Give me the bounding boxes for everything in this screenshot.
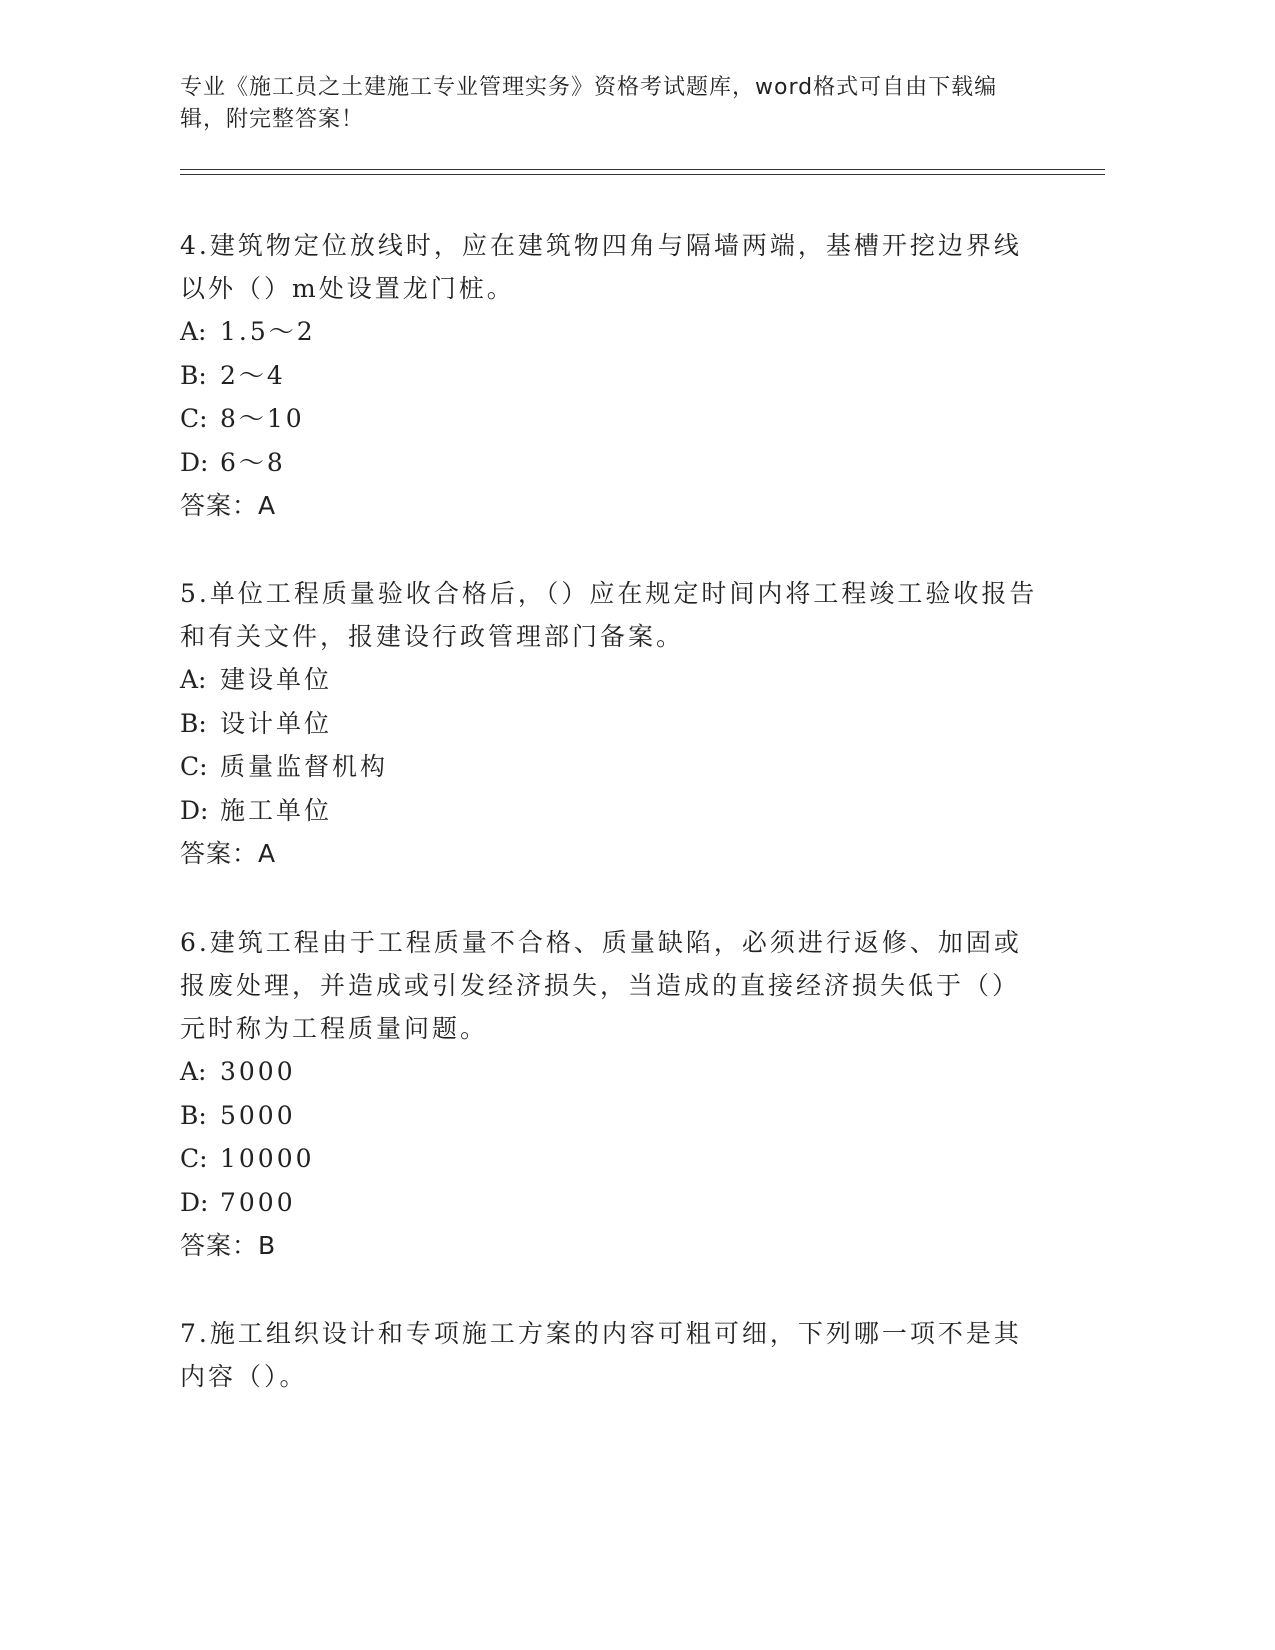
answer-line: 答案：A	[180, 491, 277, 520]
option-c	[180, 397, 1040, 441]
question-4	[180, 224, 1040, 527]
option-letter: B:	[180, 360, 207, 390]
option-b	[180, 702, 1040, 746]
option-text: 建设单位	[220, 665, 333, 694]
option-text: 2～4	[220, 360, 286, 390]
option-letter: A:	[180, 317, 207, 346]
header-divider-top	[180, 169, 1105, 170]
option-c	[180, 745, 1040, 789]
option-text: 3000	[220, 1057, 296, 1086]
header-divider-bottom	[180, 174, 1105, 175]
option-d	[180, 1181, 1040, 1225]
option-text: 施工单位	[220, 795, 333, 825]
option-b	[180, 1094, 1040, 1138]
option-a	[180, 1050, 1040, 1094]
option-text: 5000	[220, 1100, 296, 1130]
document-header: 专业《施工员之土建施工专业管理实务》资格考试题库，word格式可自由下载编辑，附完整答案！	[180, 75, 998, 132]
question-stem: 4.建筑物定位放线时，应在建筑物四角与隔墙两端，基槽开挖边界线以外（）m处设置龙门桩。	[180, 231, 1022, 303]
option-a	[180, 658, 1040, 702]
option-text: 质量监督机构	[220, 752, 389, 781]
option-letter: C:	[180, 752, 208, 781]
option-letter: B:	[180, 708, 207, 738]
question-6	[180, 921, 1040, 1267]
option-text: 8～10	[220, 404, 305, 433]
option-text: 7000	[220, 1187, 296, 1217]
question-5	[180, 572, 1040, 875]
option-text: 设计单位	[220, 708, 333, 738]
option-b	[180, 354, 1040, 398]
option-letter: D:	[180, 1187, 209, 1217]
question-stem: 6.建筑工程由于工程质量不合格、质量缺陷，必须进行返修、加固或报废处理，并造成或引发经济损失，当造成的直接经济损失低于（）元时称为工程质量问题。	[180, 928, 1022, 1043]
option-d	[180, 789, 1040, 833]
option-text: 6～8	[220, 447, 286, 477]
option-letter: C:	[180, 1144, 208, 1173]
option-letter: A:	[180, 1057, 207, 1086]
option-a	[180, 310, 1040, 354]
answer-line: 答案：B	[180, 1231, 277, 1260]
question-stem: 5.单位工程质量验收合格后，（）应在规定时间内将工程竣工验收报告和有关文件，报建设行政管理部门备案。	[180, 579, 1038, 651]
option-letter: D:	[180, 447, 209, 477]
option-letter: A:	[180, 665, 207, 694]
option-text: 10000	[220, 1144, 315, 1173]
question-stem: 7.施工组织设计和专项施工方案的内容可粗可细，下列哪一项不是其内容（）。	[180, 1319, 1022, 1391]
option-letter: C:	[180, 404, 208, 433]
option-d	[180, 441, 1040, 485]
option-c	[180, 1137, 1040, 1181]
option-text: 1.5～2	[220, 317, 316, 346]
question-7	[180, 1312, 1040, 1398]
option-letter: D:	[180, 795, 209, 825]
option-letter: B:	[180, 1100, 207, 1130]
answer-line: 答案：A	[180, 839, 277, 868]
